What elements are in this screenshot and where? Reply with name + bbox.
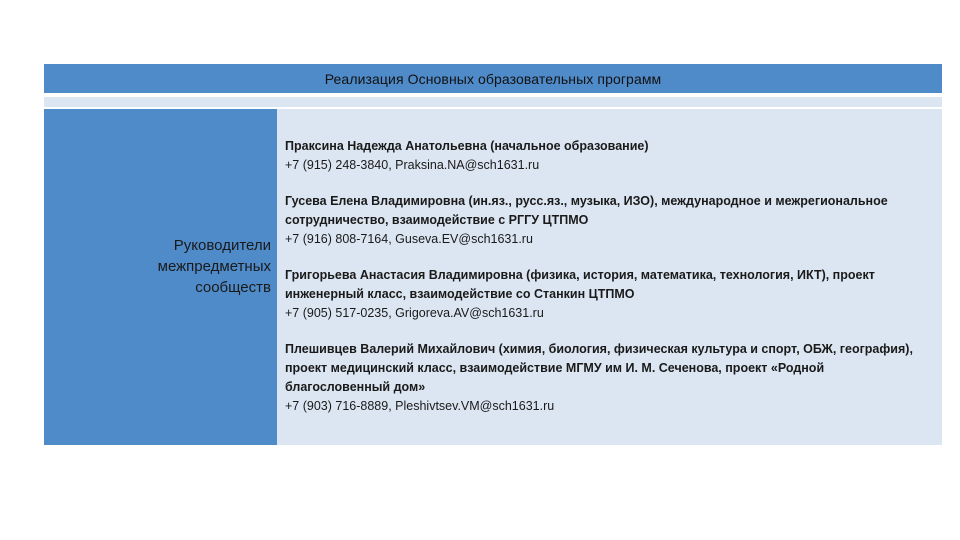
spacer-band — [44, 97, 942, 107]
leader-entry — [285, 266, 930, 323]
title-band — [44, 64, 942, 93]
leader-entry — [285, 192, 930, 249]
leader-list — [285, 137, 930, 433]
leader-description: Гусева Елена Владимировна (ин.яз., русс.яз., музыка, ИЗО), международное и межрегиональное сотрудничество, взаимодействие с РГГУ ЦТПМО — [285, 194, 888, 227]
leader-entry — [285, 137, 930, 175]
row-label — [158, 235, 271, 298]
leader-description: Праксина Надежда Анатольевна (начальное образование) — [285, 139, 649, 153]
leader-contact: +7 (915) 248-3840, Praksina.NA@sch1631.ru — [285, 158, 540, 172]
table-row — [44, 109, 942, 445]
row-label-line: межпредметных — [157, 258, 271, 275]
leader-contact: +7 (916) 808-7164, Guseva.EV@sch1631.ru — [285, 232, 533, 246]
leader-contact: +7 (903) 716-8889, Pleshivtsev.VM@sch1631.ru — [285, 399, 555, 413]
row-label-line: сообществ — [195, 279, 271, 296]
slide-title: Реализация Основных образовательных программ — [324, 70, 662, 87]
row-label-line: Руководители — [173, 237, 271, 254]
row-label-cell — [44, 109, 277, 445]
row-content-cell — [277, 109, 942, 445]
leader-description: Григорьева Анастасия Владимировна (физика, история, математика, технология, ИКТ), проект инженерный класс, взаимодействие со Станкин ЦТПМО — [285, 268, 875, 301]
leader-entry — [285, 340, 930, 416]
leader-contact: +7 (905) 517-0235, Grigoreva.AV@sch1631.ru — [285, 306, 544, 320]
leader-description: Плешивцев Валерий Михайлович (химия, биология, физическая культура и спорт, ОБЖ, география), проект медицинский класс, взаимодействие МГМУ им И. М. Сеченова, проект «Родной благословенный дом» — [285, 342, 913, 394]
